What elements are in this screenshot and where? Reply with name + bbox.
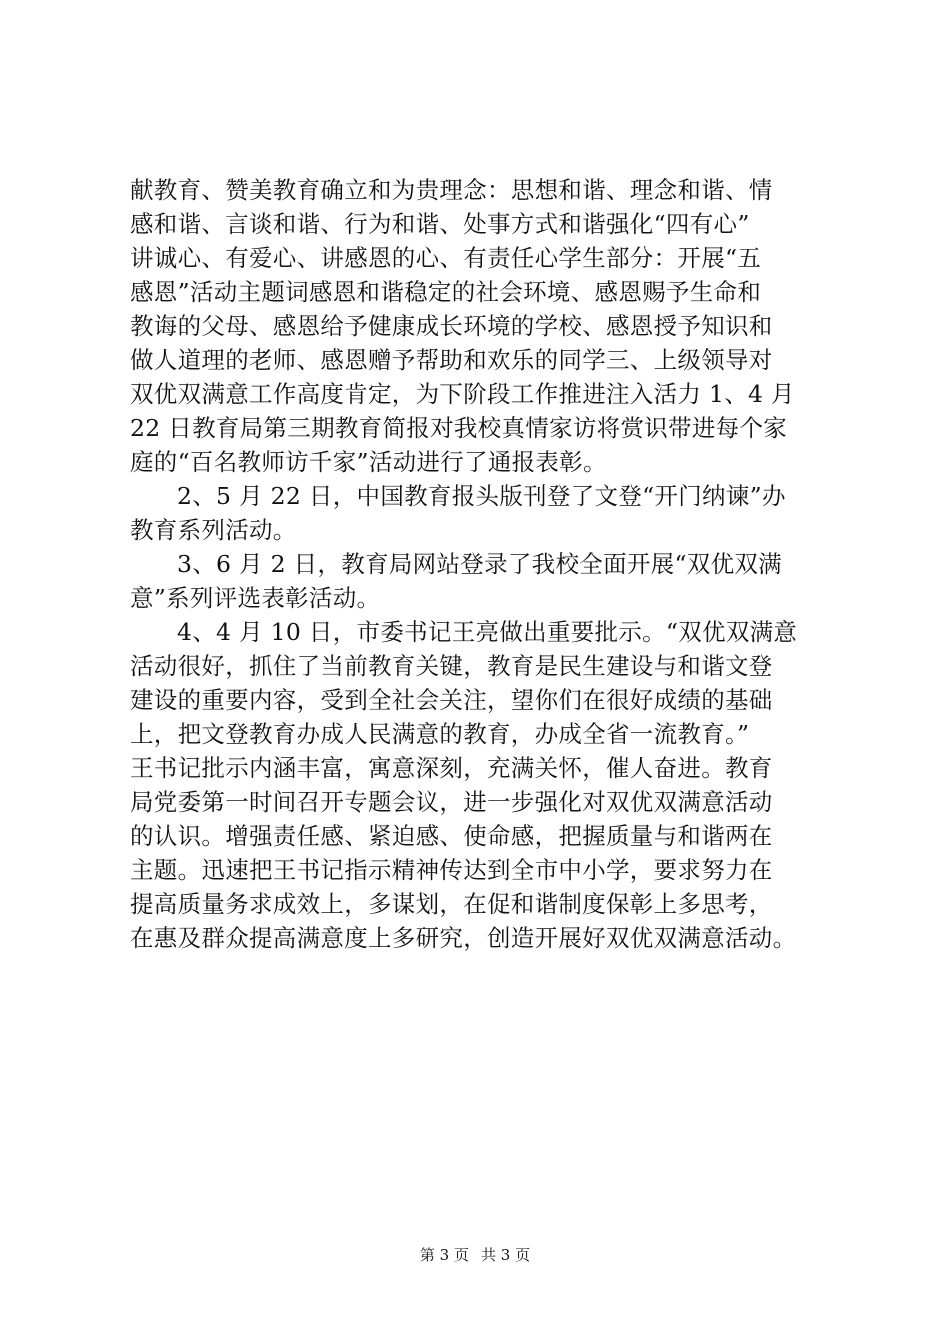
text-line: 上，把文登教育办成人民满意的教育，办成全省一流教育。”	[130, 720, 750, 748]
page-footer	[0, 1245, 950, 1265]
text-line: 感恩”活动主题词感恩和谐稳定的社会环境、感恩赐予生命和	[130, 278, 762, 306]
text-line: 做人道理的老师、感恩赠予帮助和欢乐的同学三、上级领导对	[130, 346, 773, 374]
text-line: 教育系列活动。	[130, 516, 297, 544]
text-line: 提高质量务求成效上，多谋划，在促和谐制度保彰上多思考，	[130, 890, 773, 918]
text-line: 局党委第一时间召开专题会议，进一步强化对双优双满意活动	[130, 788, 773, 816]
paragraph-start-line: 3、6 月 2 日，教育局网站登录了我校全面开展“双优双满	[177, 550, 782, 578]
text-line: 讲诚心、有爱心、讲感恩的心、有责任心学生部分：开展“五	[130, 244, 762, 272]
text-line: 庭的“百名教师访千家”活动进行了通报表彰。	[130, 448, 607, 476]
paragraph-start-line: 2、5 月 22 日，中国教育报头版刊登了文登“开门纳谏”办	[177, 482, 786, 510]
text-line: 22 日教育局第三期教育简报对我校真情家访将赏识带进每个家	[130, 414, 788, 442]
paragraph-start-line: 4、4 月 10 日，市委书记王亮做出重要批示。“双优双满意	[177, 618, 798, 646]
text-line: 献教育、赞美教育确立和为贵理念：思想和谐、理念和谐、情	[130, 176, 773, 204]
text-line: 王书记批示内涵丰富，寓意深刻，充满关怀，催人奋进。教育	[130, 754, 773, 782]
text-line: 感和谐、言谈和谐、行为和谐、处事方式和谐强化“四有心”	[130, 210, 750, 238]
page-total: 共 3 页	[481, 1246, 531, 1264]
page-number: 第 3 页	[419, 1246, 469, 1264]
text-line: 教诲的父母、感恩给予健康成长环境的学校、感恩授予知识和	[130, 312, 773, 340]
body-text	[130, 173, 830, 955]
text-line: 活动很好，抓住了当前教育关键，教育是民生建设与和谐文登	[130, 652, 773, 680]
text-line: 主题。迅速把王书记指示精神传达到全市中小学，要求努力在	[130, 856, 773, 884]
text-line: 意”系列评选表彰活动。	[130, 584, 381, 612]
text-line: 在惠及群众提高满意度上多研究，创造开展好双优双满意活动。	[130, 924, 797, 952]
text-line: 建设的重要内容，受到全社会关注，望你们在很好成绩的基础	[130, 686, 773, 714]
text-line: 双优双满意工作高度肯定，为下阶段工作推进注入活力 1、4 月	[130, 380, 795, 408]
text-line: 的认识。增强责任感、紧迫感、使命感，把握质量与和谐两在	[130, 822, 773, 850]
